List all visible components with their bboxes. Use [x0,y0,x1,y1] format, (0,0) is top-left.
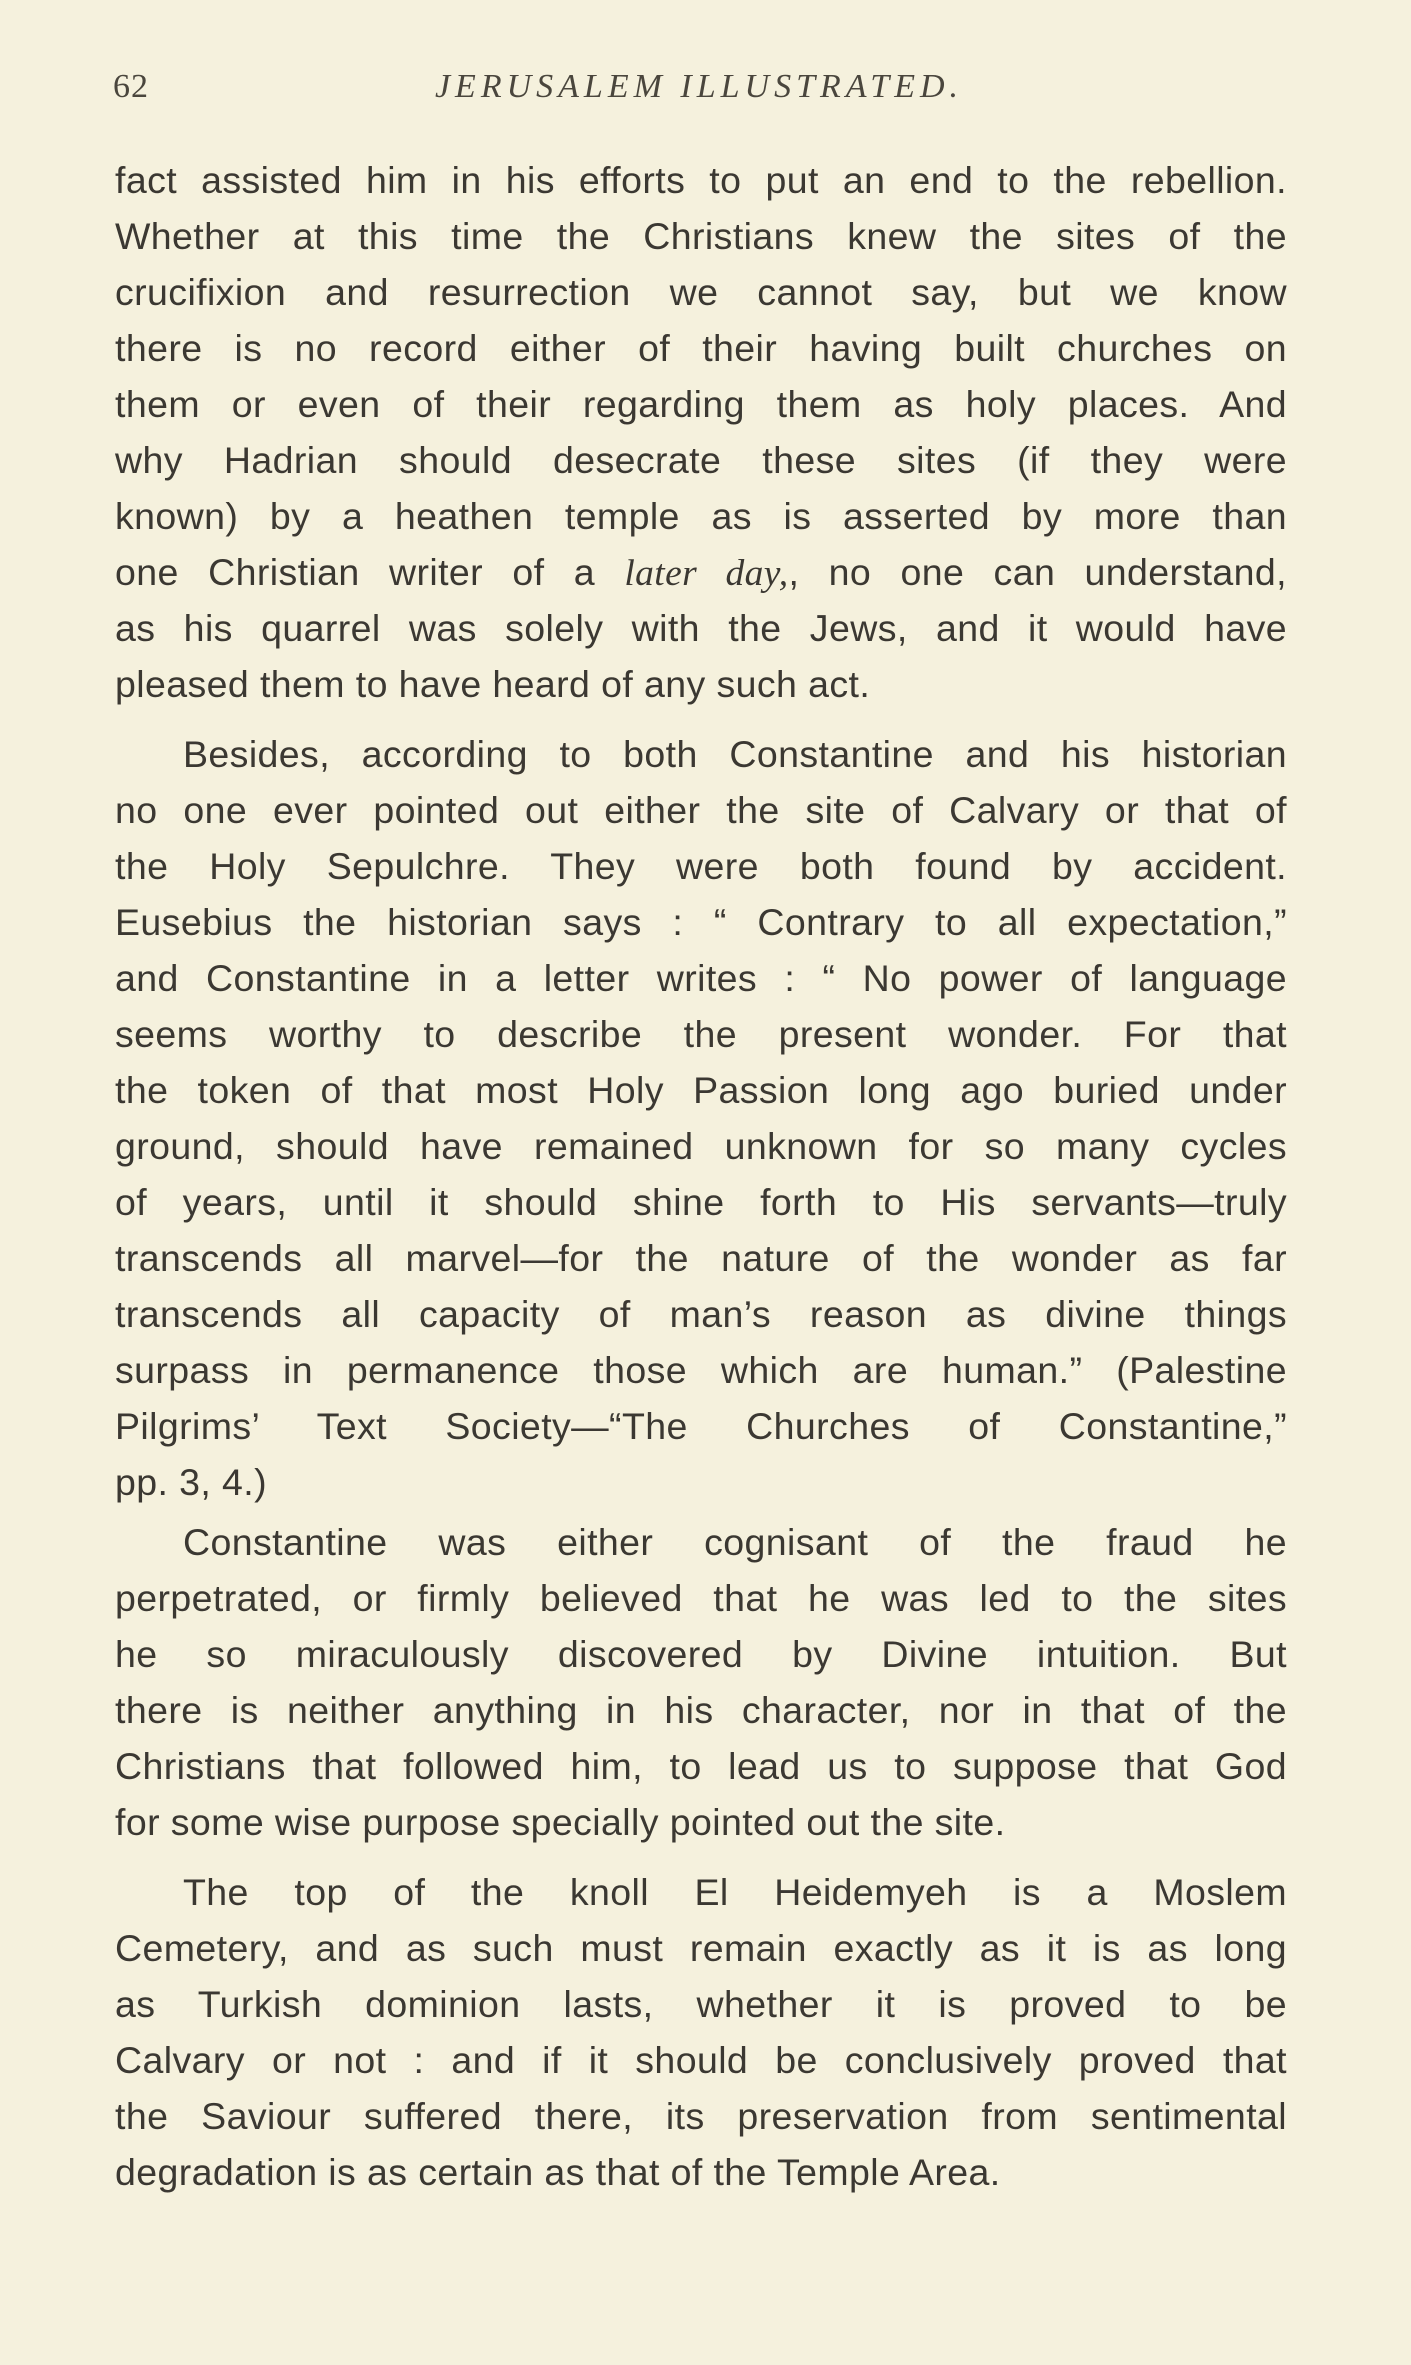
paragraph-3 [115,1514,1287,1850]
text-line: Calvary or not : and if it should be conclusively proved that [115,2039,1287,2081]
text-line: Constantine was either cognisant of the fraud he [183,1521,1287,1563]
text-line: known) by a heathen temple as is asserted by more than [115,495,1287,537]
text-line: no one ever pointed out either the site of Calvary or that of [115,789,1287,831]
text-fragment: one Christian writer of a [115,551,596,593]
text-line: degradation is as certain as that of the Temple Area. [115,2151,1001,2193]
text-line: The top of the knoll El Heidemyeh is a Moslem [183,1871,1287,1913]
text-line: as his quarrel was solely with the Jews, and it would have [115,607,1287,649]
text-line: pp. 3, 4.) [115,1461,268,1503]
paragraph-spacer [115,712,1287,726]
text-line: fact assisted him in his efforts to put an end to the rebellion. [115,159,1287,201]
text-line: of years, until it should shine forth to His servants—truly [115,1181,1287,1223]
text-line: the Saviour suffered there, its preservation from sentimental [115,2095,1287,2137]
text-line: the token of that most Holy Passion long ago buried under [115,1069,1287,1111]
text-line: surpass in permanence those which are human.” (Palestine [115,1349,1287,1391]
text-line: transcends all capacity of man’s reason as divine things [115,1293,1287,1335]
running-title: JERUSALEM ILLUSTRATED. [434,68,964,105]
text-line: why Hadrian should desecrate these sites (if they were [115,439,1287,481]
text-line: and Constantine in a letter writes : “ No power of language [115,957,1287,999]
text-line: for some wise purpose specially pointed out the site. [115,1801,1006,1843]
text-line: he so miraculously discovered by Divine intuition. But [115,1633,1287,1675]
text-line: Christians that followed him, to lead us to suppose that God [115,1745,1287,1787]
text-line: perpetrated, or firmly believed that he was led to the sites [115,1577,1287,1619]
text-line: transcends all marvel—for the nature of the wonder as far [115,1237,1287,1279]
text-line: seems worthy to describe the present wonder. For that [115,1013,1287,1055]
text-line: as Turkish dominion lasts, whether it is proved to be [115,1983,1287,2025]
text-line: there is neither anything in his character, nor in that of the [115,1689,1287,1731]
body-text [115,152,1287,2200]
text-line: Besides, according to both Constantine and his historian [183,733,1287,775]
text-fragment: , no one can understand, [788,551,1287,593]
paragraph-4 [115,1864,1287,2200]
paragraph-spacer [115,1850,1287,1864]
text-line: there is no record either of their having built churches on [115,327,1287,369]
text-line: Cemetery, and as such must remain exactly as it is as long [115,1927,1287,1969]
text-line-with-italic [115,544,1287,600]
italic-phrase: later day, [624,553,789,594]
text-line: Whether at this time the Christians knew the sites of the [115,215,1287,257]
text-line: ground, should have remained unknown for so many cycles [115,1125,1287,1167]
text-line: pleased them to have heard of any such act. [115,663,871,705]
text-line: them or even of their regarding them as holy places. And [115,383,1287,425]
page-number: 62 [113,68,149,105]
page-header [113,68,1285,118]
text-line: the Holy Sepulchre. They were both found by accident. [115,845,1287,887]
text-line: Eusebius the historian says : “ Contrary to all expectation,” [115,901,1287,943]
text-line: crucifixion and resurrection we cannot say, but we know [115,271,1287,313]
paragraph-2 [115,726,1287,1510]
text-line: Pilgrims’ Text Society—“The Churches of Constantine,” [115,1405,1287,1447]
paragraph-1 [115,152,1287,712]
